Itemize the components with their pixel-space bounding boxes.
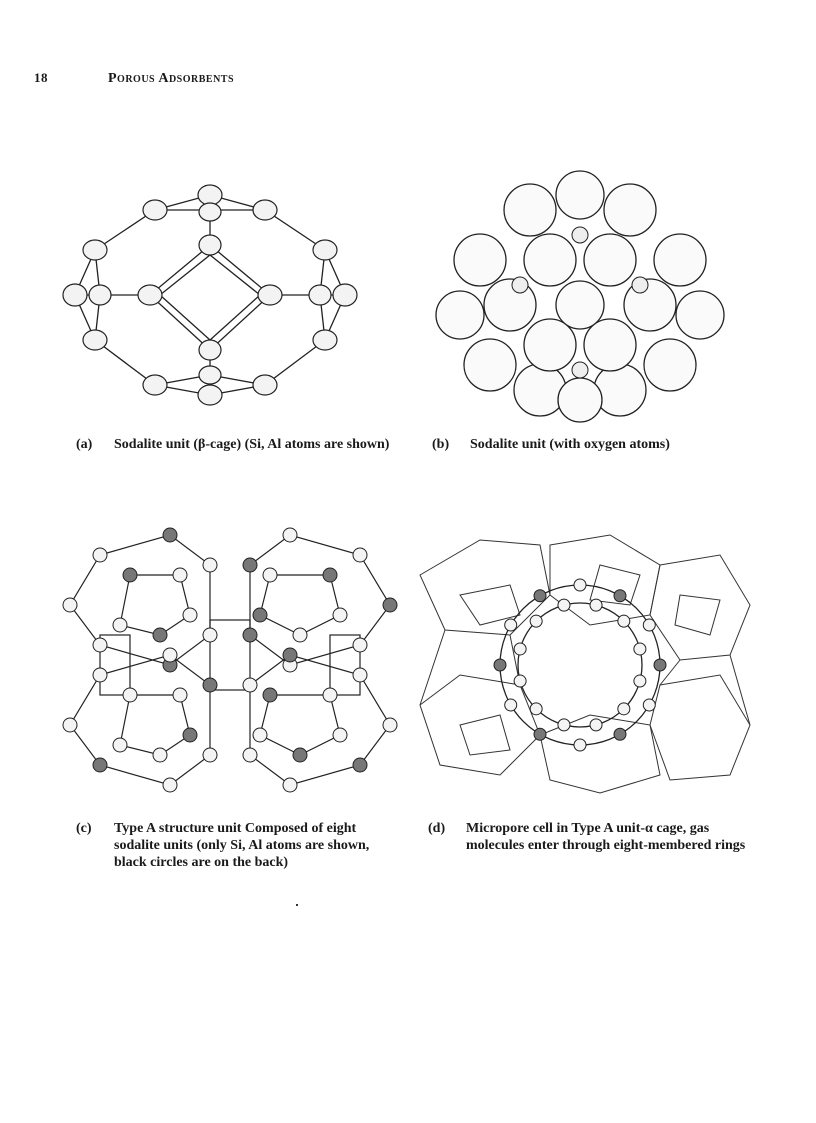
atom-icon bbox=[383, 598, 397, 612]
atom-icon bbox=[293, 628, 307, 642]
atom-icon bbox=[643, 699, 655, 711]
atom-icon bbox=[243, 628, 257, 642]
atom-icon bbox=[618, 615, 630, 627]
atom-icon bbox=[283, 648, 297, 662]
atom-icon bbox=[243, 748, 257, 762]
atom-icon bbox=[323, 688, 337, 702]
figure-d-alpha-cage bbox=[400, 525, 760, 795]
atom-icon bbox=[530, 615, 542, 627]
atom-icon bbox=[505, 619, 517, 631]
atom-icon bbox=[534, 590, 546, 602]
atom-icon bbox=[203, 628, 217, 642]
atom-icon bbox=[643, 619, 655, 631]
atom-icon bbox=[173, 568, 187, 582]
caption-b-text: Sodalite unit (with oxygen atoms) bbox=[470, 437, 670, 452]
caption-a-label: (a) bbox=[76, 437, 93, 452]
running-head bbox=[34, 70, 234, 87]
atom-icon bbox=[243, 678, 257, 692]
atom-icon bbox=[353, 548, 367, 562]
caption-c-text: Type A structure unit Composed of eight sodalite units (only Si, Al atoms are shown, black circles are on the back) bbox=[114, 821, 370, 870]
atom-icon bbox=[494, 659, 506, 671]
atom-icon bbox=[634, 643, 646, 655]
atom-icon bbox=[93, 638, 107, 652]
atom-icon bbox=[183, 728, 197, 742]
caption-a bbox=[76, 436, 396, 476]
atom-icon bbox=[614, 728, 626, 740]
atom-icon bbox=[253, 608, 267, 622]
atom-icon bbox=[203, 748, 217, 762]
atom-icon bbox=[590, 599, 602, 611]
atom-icon bbox=[123, 568, 137, 582]
atom-icon bbox=[113, 738, 127, 752]
atom-icon bbox=[93, 548, 107, 562]
caption-c-label: (c) bbox=[76, 821, 92, 836]
atom-icon bbox=[283, 778, 297, 792]
atom-icon bbox=[654, 659, 666, 671]
atom-icon bbox=[163, 778, 177, 792]
atom-icon bbox=[353, 638, 367, 652]
atom-icon bbox=[293, 748, 307, 762]
atom-icon bbox=[514, 675, 526, 687]
atom-icon bbox=[574, 579, 586, 591]
atom-icon bbox=[203, 678, 217, 692]
atom-icon bbox=[153, 628, 167, 642]
figure-b-sodalite-oxygen bbox=[420, 165, 740, 425]
atom-icon bbox=[163, 648, 177, 662]
caption-a-text: Sodalite unit (β-cage) (Si, Al atoms are shown) bbox=[114, 437, 390, 452]
caption-c bbox=[76, 820, 396, 890]
atom-icon bbox=[323, 568, 337, 582]
caption-b bbox=[432, 436, 742, 458]
atom-icon bbox=[634, 675, 646, 687]
atom-icon bbox=[383, 718, 397, 732]
atom-icon bbox=[353, 668, 367, 682]
atom-icon bbox=[123, 688, 137, 702]
page-number: 18 bbox=[34, 70, 48, 85]
caption-b-label: (b) bbox=[432, 437, 450, 452]
atom-icon bbox=[243, 558, 257, 572]
atom-icon bbox=[614, 590, 626, 602]
atom-icon bbox=[283, 528, 297, 542]
atom-icon bbox=[574, 739, 586, 751]
atom-icon bbox=[333, 728, 347, 742]
atom-icon bbox=[93, 668, 107, 682]
atom-icon bbox=[183, 608, 197, 622]
atom-icon bbox=[514, 643, 526, 655]
atom-icon bbox=[163, 528, 177, 542]
atom-icon bbox=[590, 719, 602, 731]
atom-icon bbox=[263, 568, 277, 582]
alpha-cage-atoms bbox=[494, 579, 666, 751]
atom-icon bbox=[63, 718, 77, 732]
caption-d-label: (d) bbox=[428, 821, 446, 836]
atom-icon bbox=[63, 598, 77, 612]
atom-icon bbox=[558, 719, 570, 731]
atom-icon bbox=[113, 618, 127, 632]
running-title: Porous Adsorbents bbox=[108, 71, 235, 86]
atom-icon bbox=[505, 699, 517, 711]
atom-icon bbox=[534, 728, 546, 740]
atom-icon bbox=[618, 703, 630, 715]
type-a-atoms bbox=[63, 528, 397, 792]
atom-icon bbox=[333, 608, 347, 622]
figure-c-type-a-structure bbox=[60, 525, 400, 795]
atom-icon bbox=[173, 688, 187, 702]
atom-icon bbox=[93, 758, 107, 772]
atom-icon bbox=[530, 703, 542, 715]
atom-icon bbox=[263, 688, 277, 702]
atom-icon bbox=[558, 599, 570, 611]
atom-icon bbox=[203, 558, 217, 572]
atom-icon bbox=[353, 758, 367, 772]
stray-mark bbox=[296, 904, 298, 906]
figure-a-sodalite-cage bbox=[60, 170, 370, 420]
atom-icon bbox=[153, 748, 167, 762]
atom-icon bbox=[253, 728, 267, 742]
caption-d bbox=[428, 820, 748, 876]
caption-d-text: Micropore cell in Type A unit-α cage, gas molecules enter through eight-membered rings bbox=[466, 821, 746, 853]
